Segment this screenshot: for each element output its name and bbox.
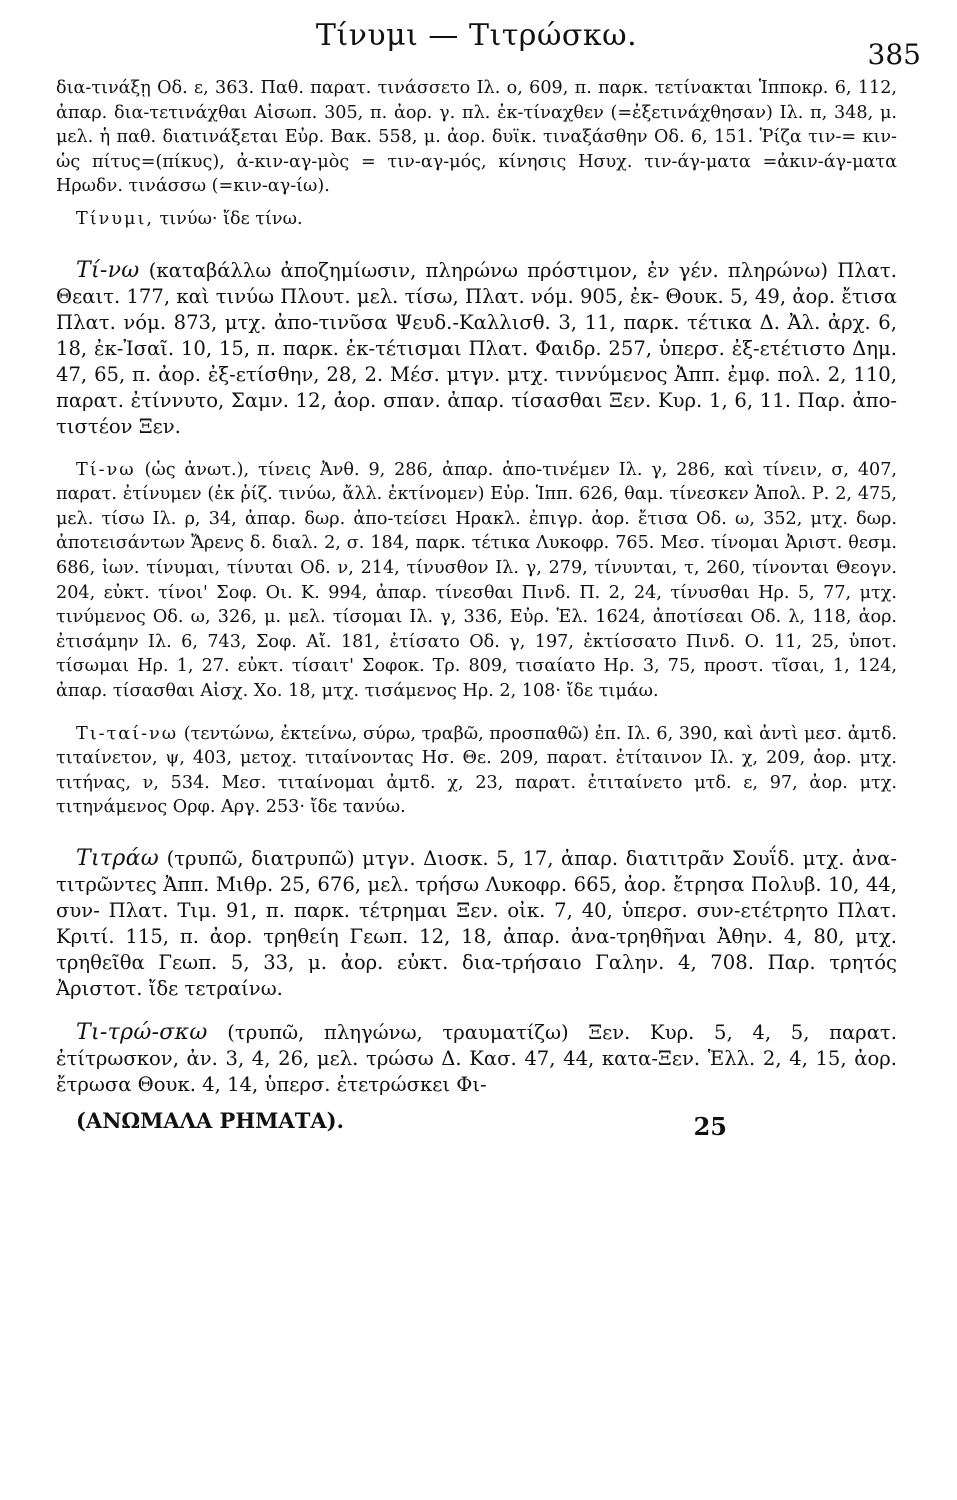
entry-text: δια-τινάξῃ Οδ. ε, 363. Παθ. παρατ. τινάσσετο Ιλ. ο, 609, π. παρκ. τετίνακται Ἱπποκρ. 6, 112, ἀπαρ. δια-τετινάχθαι Αἰσωπ. 305, π. ἀορ. γ. πλ. ἐκ-τίναχθεν (=ἐξετινάχθησαν) Ιλ. π, 348, μ. μελ. ἡ παθ. διατινάξεται Εὐρ. Βακ. 558, μ. ἀορ. δυϊκ. τιναξάσθην Οδ. 6, 151. Ῥίζα τιν-= κιν- ὡς πίτυς=(πίκυς), ἀ-κιν-αγ-μὸς = τιν-αγ-μός, κίνησις Ησυχ. τιν-άγ-ματα =ἀκιν-άγ-ματα Ηρωδν. τινάσσω (=κιν-αγ-ίω). bbox=[56, 78, 897, 197]
entry-titrao bbox=[56, 846, 897, 1002]
signature-label: (ΑΝΩΜΑΛΑ ΡΗΜΑΤΑ). bbox=[76, 1107, 344, 1133]
entry-continuation bbox=[56, 76, 897, 199]
entry-text: (τρυπῶ, διατρυπῶ) μτγν. Διοσκ. 5, 17, ἀπαρ. διατιτρᾶν Σουΐδ. μτχ. ἀνα-τιτρῶντες Ἀππ. Μιθρ. 25, 676, μελ. τρήσω Λυκοφρ. 665, ἀορ. ἔτρησα Πολυβ. 10, 44, συν- Πλατ. Τιμ. 91, π. παρκ. τέτρημαι Ξεν. οἰκ. 7, 40, ὑπερσ. συν-ετέτρητο Πλατ. Κριτί. 115, π. ἀορ. τρηθείη Γεωπ. 12, 18, ἀπαρ. ἀνα-τρηθῆναι Ἀθην. 4, 80, μτχ. τρηθεῖθα Γεωπ. 5, 33, μ. ἀορ. εὐκτ. δια-τρήσαιο Γαλην. 4, 708. Παρ. τρητός Ἀριστοτ. ἴδε τετραίνω. bbox=[56, 846, 897, 1000]
entry-tino-2 bbox=[56, 458, 897, 704]
page-number: 385 bbox=[867, 38, 921, 71]
entry-titaino bbox=[56, 722, 897, 820]
entry-headword: Τί-νω bbox=[76, 257, 140, 283]
entry-text: τινύω· ἴδε τίνω. bbox=[159, 208, 303, 229]
entry-headword: Τι-ταί-νω bbox=[76, 723, 179, 744]
entry-text: (τεντώνω, ἐκτείνω, σύρω, τραβῶ, προσπαθῶ) ἐπ. Ιλ. 6, 390, καὶ ἀντὶ μεσ. ἀμτδ. τιταίνετον, ψ, 403, μετοχ. τιταίνοντας Ησ. Θε. 209, παρατ. ἐτίταινον Ιλ. χ, 209, ἀορ. μτχ. τιτήνας, ν, 534. Μεσ. τιταίνομαι ἀμτδ. χ, 23, παρατ. ἐτιταίνετο μτδ. ε, 97, ἀορ. μτχ. τιτηνάμενος Ορφ. Αργ. 253· ἴδε τανύω. bbox=[56, 723, 898, 818]
entry-tino-1 bbox=[56, 258, 897, 440]
entry-titrosko bbox=[56, 1020, 897, 1098]
entry-headword: Τιτράω bbox=[76, 845, 160, 871]
entry-headword: Τι-τρώ-σκω bbox=[76, 1019, 208, 1045]
entry-tinymi bbox=[56, 207, 897, 232]
entry-headword: Τί-νω bbox=[76, 459, 136, 480]
entry-headword: Τίνυμι, bbox=[76, 208, 154, 229]
page-footer bbox=[56, 1104, 897, 1144]
entry-text: (καταβάλλω ἀποζημίωσιν, πληρώνω πρόστιμον, ἐν γέν. πληρώνω) Πλατ. Θεαιτ. 177, καὶ τινύω Πλουτ. μελ. τίσω, Πλατ. νόμ. 905, ἐκ- Θουκ. 5, 49, ἀορ. ἔτισα Πλατ. νόμ. 873, μτχ. ἀπο-τινῦσα Ψευδ.-Καλλισθ. 3, 11, παρκ. τέτικα Δ. Ἀλ. ἀρχ. 6, 18, ἐκ-Ἰσαῖ. 10, 15, π. παρκ. ἐκ-τέτισμαι Πλατ. Φαιδρ. 257, ὑπερσ. ἐξ-ετέτιστο Δημ. 47, 65, π. ἀορ. ἐξ-ετίσθην, 28, 2. Μέσ. μτγν. μτχ. τιννύμενος Ἀππ. ἐμφ. πολ. 2, 110, παρατ. ἐτίννυτο, Σαμν. 12, ἀορ. σπαν. ἀπαρ. τίσασθαι Ξεν. Κυρ. 1, 6, 11. Παρ. ἀπο-τιστέον Ξεν. bbox=[56, 258, 897, 438]
page-header bbox=[56, 14, 921, 76]
sheet-number: 25 bbox=[693, 1111, 727, 1141]
entry-text: (τρυπῶ, πληγώνω, τραυματίζω) Ξεν. Κυρ. 5, 4, 5, παρατ. ἐτίτρωσκον, ἀν. 3, 4, 26, μελ. τρώσω Δ. Κασ. 47, 44, κατα-Ξεν. Ἑλλ. 2, 4, 15, ἀορ. ἔτρωσα Θουκ. 4, 14, ὑπερσ. ἐτετρώσκει Φι- bbox=[56, 1020, 898, 1096]
entry-text: (ὡς ἀνωτ.), τίνεις Ἀνθ. 9, 286, ἀπαρ. ἀπο-τινέμεν Ιλ. γ, 286, καὶ τίνειν, σ, 407, παρατ. ἐτίνυμεν (ἐκ ῥίζ. τινύω, ἄλλ. ἐκτίνομεν) Εὐρ. Ἱππ. 626, θαμ. τίνεσκεν Ἀπολ. Ρ. 2, 475, μελ. τίσω Ιλ. ρ, 34, ἀπαρ. δωρ. ἀπο-τείσει Ηρακλ. ἐπιγρ. ἀορ. ἔτισα Οδ. ω, 352, μτχ. δωρ. ἀποτεισάντων Ἄρενς δ. διαλ. 2, σ. 184, παρκ. τέτικα Λυκοφρ. 765. Μεσ. τίνομαι Ἀριστ. θεσμ. 686, ἰων. τίνυμαι, τίνυται Οδ. ν, 214, τίνυσθον Ιλ. γ, 279, τίνυνται, τ, 260, τίνονται Θεογν. 204, εὐκτ. τίνοι' Σοφ. Οι. Κ. 994, ἀπαρ. τίνεσθαι Πινδ. Π. 2, 24, τίνυσθαι Ηρ. 5, 77, μτχ. τινύμενος Οδ. ω, 326, μ. μελ. τίσομαι Ιλ. γ, 336, Εὐρ. Ἑλ. 1624, ἀποτίσεαι Οδ. λ, 118, ἀορ. ἐτισάμην Ιλ. 6, 743, Σοφ. Αἴ. 181, ἐτίσατο Οδ. γ, 197, ἐκτίσσατο Πινδ. Ο. 11, 25, ὑποτ. τίσωμαι Ηρ. 1, 27. εὐκτ. τίσαιτ' Σοφοκ. Τρ. 809, τισαίατο Ηρ. 3, 75, προστ. τῖσαι, 1, 124, ἀπαρ. τίσασθαι Αἰσχ. Χο. 18, μτχ. τισάμενος Ηρ. 2, 108· ἴδε τιμάω. bbox=[56, 459, 898, 701]
running-title: Τίνυμι — Τιτρώσκω. bbox=[315, 18, 638, 53]
